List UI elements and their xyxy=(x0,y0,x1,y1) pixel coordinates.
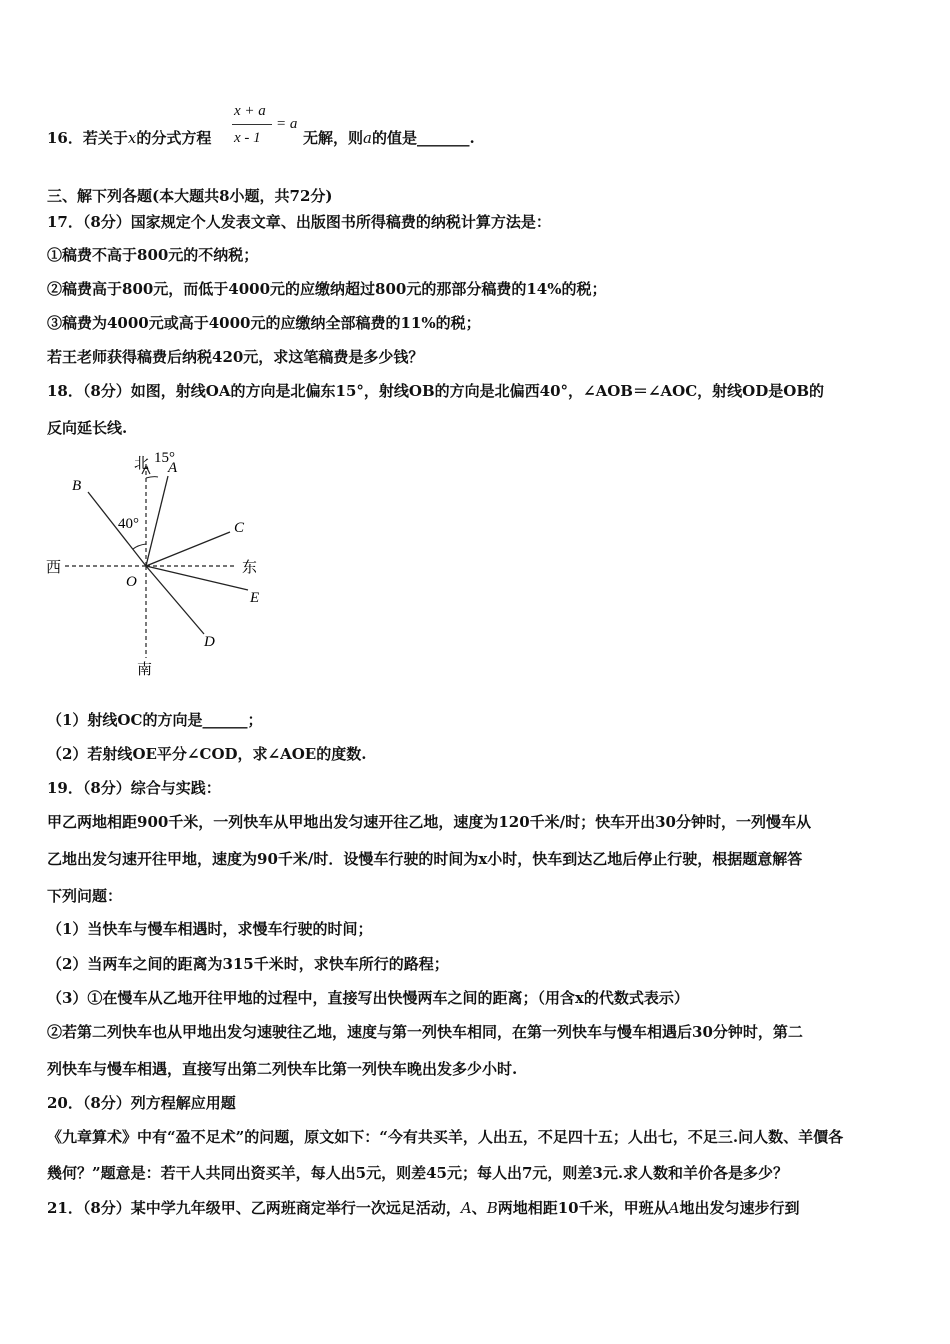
q16-line-end xyxy=(303,128,475,148)
q16-frac-bar xyxy=(232,124,272,125)
label-d: D xyxy=(204,634,215,650)
q16-var-x: x xyxy=(127,129,137,147)
angle-arc-40 xyxy=(133,544,146,549)
section-3-title: 三、解下列各题(本大题共8小题，共72分) xyxy=(47,187,333,205)
label-north: 北 xyxy=(134,456,150,472)
q18-sub1: （1）射线OC的方向是______； xyxy=(47,711,263,729)
q19-sub1: （1）当快车与慢车相遇时，求慢车行驶的时间； xyxy=(47,920,373,938)
q17-line2: ①稿费不高于800元的不纳税； xyxy=(47,246,259,264)
label-40-deg: 40° xyxy=(118,516,139,532)
q19-sub2: （2）当两车之间的距离为315千米时，求快车所行的路程； xyxy=(47,955,449,973)
ray-oe xyxy=(146,566,248,590)
q17-line3: ②稿费高于800元，而低于4000元的应缴纳超过800元的那部分稿费的14%的税； xyxy=(47,280,607,298)
q19-sub4a: ②若第二列快车也从甲地出发匀速驶往乙地，速度与第一列快车相同，在第一列快车与慢车相遇后30分钟时，第二 xyxy=(47,1023,803,1041)
q17-line4: ③稿费为4000元或高于4000元的应缴纳全部稿费的11%的税； xyxy=(47,314,481,332)
q19-line2: 甲乙两地相距900千米，一列快车从甲地出发匀速开往乙地，速度为120千米/时；快车开出30分钟时，一列慢车从 xyxy=(47,813,811,831)
q16-suffix-b: 的值是_______. xyxy=(371,129,475,147)
q17-line5: 若王老师获得稿费后纳税420元，求这笔稿费是多少钱？ xyxy=(47,348,424,366)
q16-suffix-a: 无解，则 xyxy=(303,129,364,147)
q18-sub2: （2）若射线OE平分∠COD，求∠AOE的度数. xyxy=(47,745,367,763)
q21-sep: 、 xyxy=(471,1199,487,1217)
q17-line1: 17．（8分）国家规定个人发表文章、出版图书所得稿费的纳税计算方法是： xyxy=(47,213,551,231)
q16-fraction xyxy=(232,102,302,148)
q19-line1: 19．（8分）综合与实践： xyxy=(47,779,221,797)
q21-line1 xyxy=(47,1198,799,1218)
q16-prefix: 16．若关于 xyxy=(47,129,128,147)
q21-var-a2: A xyxy=(668,1199,680,1217)
label-east: 东 xyxy=(242,560,258,576)
q20-line2: 《九章算术》中有“盈不足术”的问题，原文如下：“今有共买羊，人出五，不足四十五；人出七，不足三.问人数、羊價各 xyxy=(47,1128,844,1146)
label-15-deg: 15° xyxy=(154,450,175,466)
q21-suffix: 地出发匀速步行到 xyxy=(679,1199,800,1217)
label-south: 南 xyxy=(137,662,153,678)
ray-oc xyxy=(146,532,230,566)
q16-frac-numerator: x + a xyxy=(234,103,266,119)
q16-frac-rhs: = a xyxy=(276,116,298,132)
q19-line3: 乙地出发匀速开往甲地，速度为90千米/时．设慢车行驶的时间为x小时，快车到达乙地后停止行驶，根据题意解答 xyxy=(47,850,803,868)
angle-arc-15 xyxy=(146,477,158,478)
q21-var-b: B xyxy=(486,1199,498,1217)
q21-mid: 两地相距10千米，甲班从 xyxy=(497,1199,669,1217)
q18-line2: 反向延长线. xyxy=(47,419,128,437)
label-c: C xyxy=(234,520,245,536)
label-e: E xyxy=(250,590,260,606)
q16-line xyxy=(47,128,211,148)
q19-sub4b: 列快车与慢车相遇，直接写出第二列快车比第一列快车晚出发多少小时. xyxy=(47,1060,518,1078)
q20-line3: 幾何？”题意是：若干人共同出资买羊，每人出5元，则差45元；每人出7元，则差3元.求人数和羊价各是多少？ xyxy=(47,1164,789,1182)
q19-sub3: （3）①在慢车从乙地开往甲地的过程中，直接写出快慢两车之间的距离；（用含x的代数式表示） xyxy=(47,989,689,1007)
direction-figure xyxy=(40,448,280,688)
q16-mid: 的分式方程 xyxy=(136,129,212,147)
q16-frac-denominator: x - 1 xyxy=(234,130,261,146)
label-west: 西 xyxy=(46,560,62,576)
ray-oa xyxy=(146,476,168,566)
q16-var-a: a xyxy=(363,129,372,147)
q20-line1: 20．（8分）列方程解应用题 xyxy=(47,1094,236,1112)
ray-od xyxy=(146,566,204,634)
q21-var-a: A xyxy=(460,1199,472,1217)
label-a: A xyxy=(168,460,178,476)
q18-line1: 18．（8分）如图，射线OA的方向是北偏东15°，射线OB的方向是北偏西40°，∠AOB＝∠AOC，射线OD是OB的 xyxy=(47,382,824,400)
q19-line4: 下列问题： xyxy=(47,887,123,905)
label-o: O xyxy=(126,574,137,590)
q21-prefix: 21．（8分）某中学九年级甲、乙两班商定举行一次远足活动， xyxy=(47,1199,461,1217)
label-b: B xyxy=(72,478,82,494)
